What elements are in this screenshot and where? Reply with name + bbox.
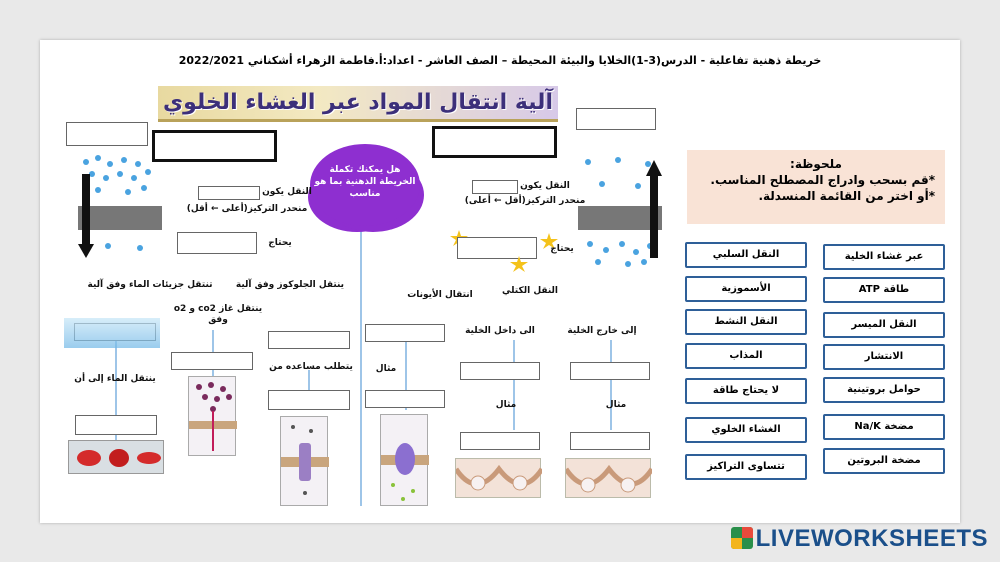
red-cells-image — [68, 440, 164, 474]
term-chip[interactable]: المذاب — [685, 343, 807, 369]
diffusion-image — [188, 376, 236, 456]
worksheet — [40, 40, 960, 523]
passive-membrane-image — [78, 152, 162, 262]
note-box — [687, 150, 945, 224]
label-gas-mechanism: ينتقل غاز co2 و o2 وفق — [173, 304, 263, 325]
worksheet-header: خريطة ذهنية تفاعلية - الدرس(3-1)الخلايا والبيئة المحيطة – الصف العاشر - اعداد:أ.فاطمة الزهراء أشكناني 2022/2021 — [178, 54, 822, 67]
brand-text: LIVEWORKSHEETS — [755, 525, 988, 552]
facilitated-image — [280, 416, 328, 506]
label-gradient-right: منحدر التركيز(أقل ← أعلى) — [464, 196, 586, 206]
note-line-1: *قم بسحب وادراج المصطلح المناسب. — [710, 173, 935, 187]
answer-box-left-direction[interactable] — [198, 186, 260, 200]
page-title: آلية انتقال المواد عبر الغشاء الخلوي — [158, 86, 558, 122]
label-transport-is: النقل يكون — [262, 187, 312, 197]
term-chip[interactable]: النقل النشط — [685, 309, 807, 335]
answer-box-glucose[interactable] — [268, 331, 350, 349]
label-gradient: منحدر التركيز(أعلى ← أقل) — [186, 204, 308, 214]
atp-burst-icon — [510, 256, 528, 272]
label-water-moves-until: ينتقل الماء إلى أن — [74, 374, 156, 384]
active-membrane-image — [578, 152, 662, 272]
pump-image — [380, 414, 428, 506]
answer-box-helper[interactable] — [268, 390, 350, 410]
label-out-of-cell: إلى خارج الخلية — [567, 326, 637, 336]
answer-box-active-type[interactable] — [432, 126, 557, 158]
label-ion-transport: انتقال الأيونات — [407, 290, 473, 300]
term-chip[interactable]: لا يحتاج طاقة — [685, 378, 807, 404]
connector-line — [610, 340, 612, 430]
answer-box-water-equal[interactable] — [75, 415, 157, 435]
label-bulk-transport: النقل الكتلي — [502, 286, 558, 296]
answer-box-top-right[interactable] — [576, 108, 656, 130]
term-chip[interactable]: النقل السلبي — [685, 242, 807, 268]
connector-line — [360, 216, 362, 506]
label-example-ions: مثال — [375, 364, 397, 374]
label-into-cell: الى داخل الخلية — [465, 326, 535, 336]
answer-box-top-left[interactable] — [66, 122, 148, 146]
answer-box-into-example[interactable] — [460, 432, 540, 450]
brand-logo — [731, 525, 988, 553]
answer-box-right-direction[interactable] — [472, 180, 518, 194]
water-image — [64, 318, 160, 348]
note-line-2: *أو اختر من القائمة المنسدلة. — [758, 189, 935, 203]
label-example-out: مثال — [605, 400, 627, 410]
answer-box-passive-type[interactable] — [152, 130, 277, 162]
term-chip[interactable]: عبر غشاء الخلية — [823, 244, 945, 270]
label-needs-right: يحتاج — [550, 244, 574, 254]
term-chip[interactable]: الانتشار — [823, 344, 945, 370]
term-chip[interactable]: النقل الميسر — [823, 312, 945, 338]
term-chip[interactable]: مضخة البروتين — [823, 448, 945, 474]
brand-icon — [731, 527, 753, 549]
term-chip[interactable]: تتساوى التراكيز — [685, 454, 807, 480]
term-chip[interactable]: الغشاء الخلوي — [685, 417, 807, 443]
answer-box-ions[interactable] — [365, 324, 445, 342]
answer-box-out-example[interactable] — [570, 432, 650, 450]
answer-box-gas[interactable] — [171, 352, 253, 370]
answer-box-ions-example[interactable] — [365, 390, 445, 408]
answer-box-left-needs[interactable] — [177, 232, 257, 254]
note-title: ملحوظة: — [790, 157, 842, 171]
term-chip[interactable]: الأسموزية — [685, 276, 807, 302]
endocytosis-image — [455, 458, 541, 498]
label-glucose-mechanism: ينتقل الجلوكوز وفق آلية — [235, 280, 345, 290]
term-chip[interactable]: طاقة ATP — [823, 277, 945, 303]
label-needs: يحتاج — [268, 238, 292, 248]
term-chip[interactable]: مضخة Na/K — [823, 414, 945, 440]
label-transport-is-right: النقل يكون — [520, 181, 570, 191]
label-needs-helper: يتطلب مساعده من — [269, 362, 353, 372]
label-water-mechanism: تنتقل جزيئات الماء وفق آلية — [87, 280, 213, 290]
answer-box-out[interactable] — [570, 362, 650, 380]
connector-line — [513, 340, 515, 430]
exocytosis-image — [565, 458, 651, 498]
answer-box-into[interactable] — [460, 362, 540, 380]
instruction-cloud: هل يمكنك تكملة الخريطة الذهنية بما هو مناسب — [310, 144, 420, 226]
label-example-into: مثال — [495, 400, 517, 410]
term-chip[interactable]: حوامل بروتينية — [823, 377, 945, 403]
